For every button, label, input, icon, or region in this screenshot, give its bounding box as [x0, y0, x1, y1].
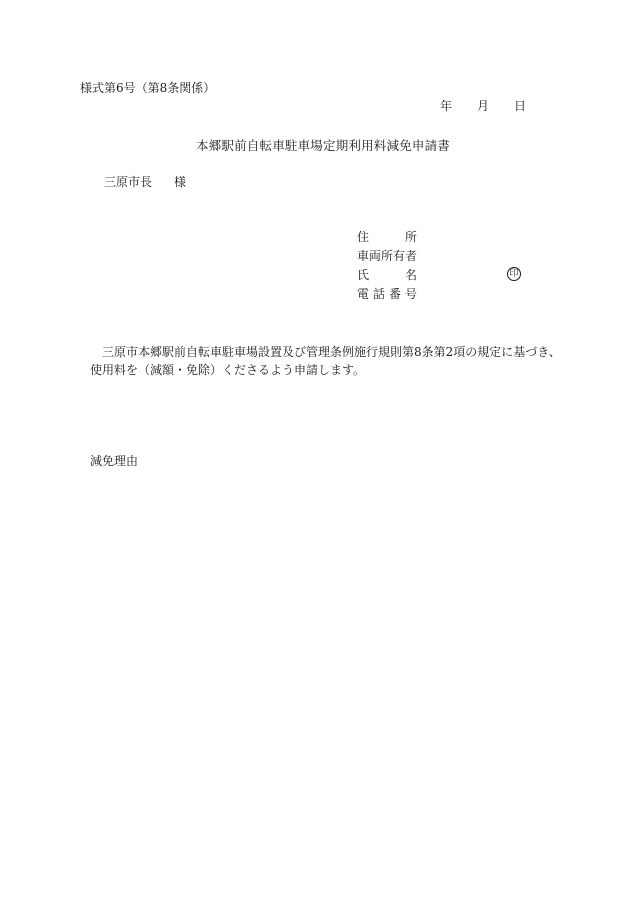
- phone-label-char: 電: [357, 287, 370, 301]
- seal-mark: 印: [507, 267, 521, 281]
- phone-label: [357, 288, 417, 300]
- document-title: 本郷駅前自転車駐車場定期利用料減免申請書: [196, 138, 451, 153]
- address-label-char: 住: [357, 230, 370, 244]
- owner-label: 車両所有者: [357, 249, 418, 263]
- name-label-char: 名: [404, 268, 417, 282]
- addressee-name: 三原市長: [104, 175, 153, 189]
- form-number: 様式第6号（第8条関係）: [80, 81, 216, 95]
- applicant-block: [357, 231, 417, 307]
- statement-line-1: 三原市本郷駅前自転車駐車場設置及び管理条例施行規則第8条第2項の規定に基づき、: [102, 345, 561, 359]
- address-row: [357, 231, 417, 250]
- date-month-label: 月: [477, 99, 490, 113]
- statement-line-2: 使用料を（減額・免除）くださるよう申請します。: [90, 363, 366, 377]
- addressee: [104, 176, 186, 188]
- phone-label-char: 号: [404, 287, 417, 301]
- date-year-label: 年: [440, 99, 453, 113]
- addressee-honorific: 様: [174, 175, 187, 189]
- phone-label-char: 番: [388, 287, 401, 301]
- application-statement: [90, 343, 560, 379]
- phone-row: [357, 288, 417, 307]
- address-label-char: 所: [404, 230, 417, 244]
- date-line: [440, 100, 526, 112]
- name-label-char: 氏: [357, 268, 370, 282]
- name-label: [357, 269, 417, 281]
- exemption-reason-label: 減免理由: [90, 454, 139, 468]
- address-label: [357, 231, 417, 243]
- owner-row: [357, 250, 417, 269]
- date-day-label: 日: [514, 99, 527, 113]
- phone-label-char: 話: [372, 287, 385, 301]
- name-row: [357, 269, 417, 288]
